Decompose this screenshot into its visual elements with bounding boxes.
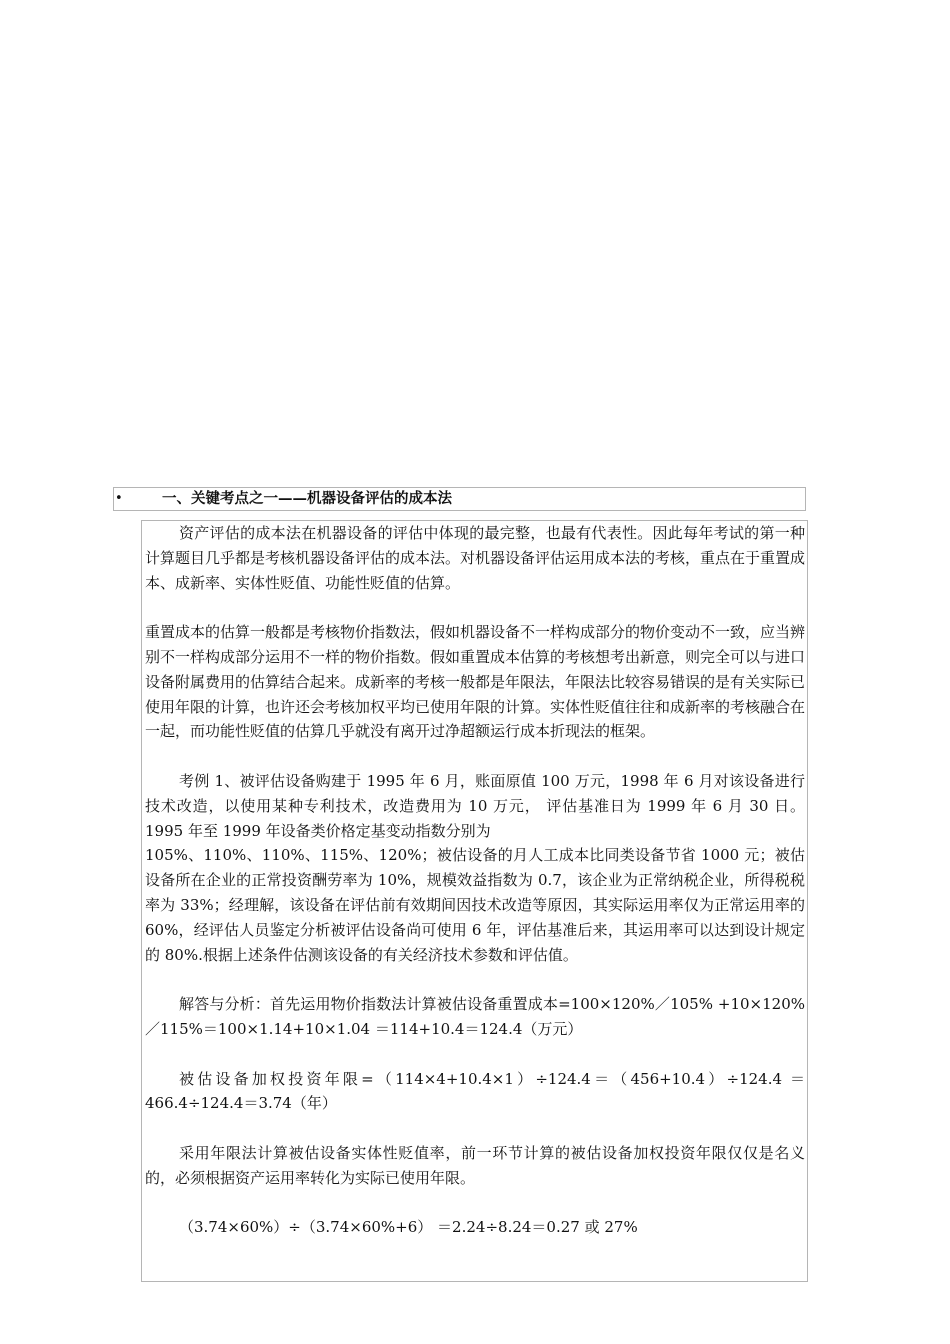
section-heading: 一、关键考点之一——机器设备评估的成本法 [162, 490, 452, 507]
section-heading-row [113, 487, 806, 511]
bullet-marker: • [115, 491, 123, 506]
content-box [141, 520, 808, 1282]
paragraph-example-1-continued: 105%、110%、110%、115%、120%；被估设备的月人工成本比同类设备节省 1000 元；被估设备所在企业的正常投资酬劳率为 10%，规模效益指数为 0.7，该企业为正常纳税企业，所得税税率为 33%；经理解，该设备在评估前有效期间因技术改造等原因，其实际运用率仅为正常运用率的 60%，经评估人员鉴定分析被评估设备尚可使用 6 年，评估基准后来，其运用率可以达到设计规定的 80%.根据上述条件估测该设备的有关经济技术参数和评估值。 [145, 846, 805, 964]
paragraph-weighted-years: 被估设备加权投资年限=（114×4+10.4×1）÷124.4＝（456+10.4）÷124.4 ＝466.4÷124.4＝3.74（年） [145, 1069, 805, 1113]
paragraph-example-1: 考例 1、被评估设备购建于 1995 年 6 月，账面原值 100 万元，1998 年 6 月对该设备进行技术改造，以使用某种专利技术，改造费用为 10 万元， 评估基准日为 1999 年 6 月 30 日。1995 年至 1999 年设备类价格定基变动指数分别为 [145, 771, 805, 840]
paragraph-solution: 解答与分析：首先运用物价指数法计算被估设备重置成本=100×120%／105% +10×120%／115%＝100×1.14+10×1.04 ＝114+10.4＝124.4（万元） [145, 995, 805, 1038]
paragraph-formula: （3.74×60%）÷（3.74×60%+6） ＝2.24÷8.24＝0.27 或 27% [179, 1218, 638, 1237]
paragraph-depreciation-rate: 采用年限法计算被估设备实体性贬值率，前一环节计算的被估设备加权投资年限仅仅是名义的，必须根据资产运用率转化为实际已使用年限。 [145, 1143, 805, 1187]
paragraph-replacement-cost: 重置成本的估算一般都是考核物价指数法，假如机器设备不一样构成部分的物价变动不一致，应当辨别不一样构成部分运用不一样的物价指数。假如重置成本估算的考核想考出新意，则完全可以与进口设备附属费用的估算结合起来。成新率的考核一般都是年限法，年限法比较容易错误的是有关实际已使用年限的计算，也许还会考核加权平均已使用年限的计算。实体性贬值往往和成新率的考核融合在一起，而功能性贬值的估算几乎就没有离开过净超额运行成本折现法的框架。 [145, 623, 806, 741]
paragraph-intro: 资产评估的成本法在机器设备的评估中体现的最完整，也最有代表性。因此每年考试的第一种计算题目几乎都是考核机器设备评估的成本法。对机器设备评估运用成本法的考核，重点在于重置成本、成新率、实体性贬值、功能性贬值的估算。 [145, 524, 806, 592]
